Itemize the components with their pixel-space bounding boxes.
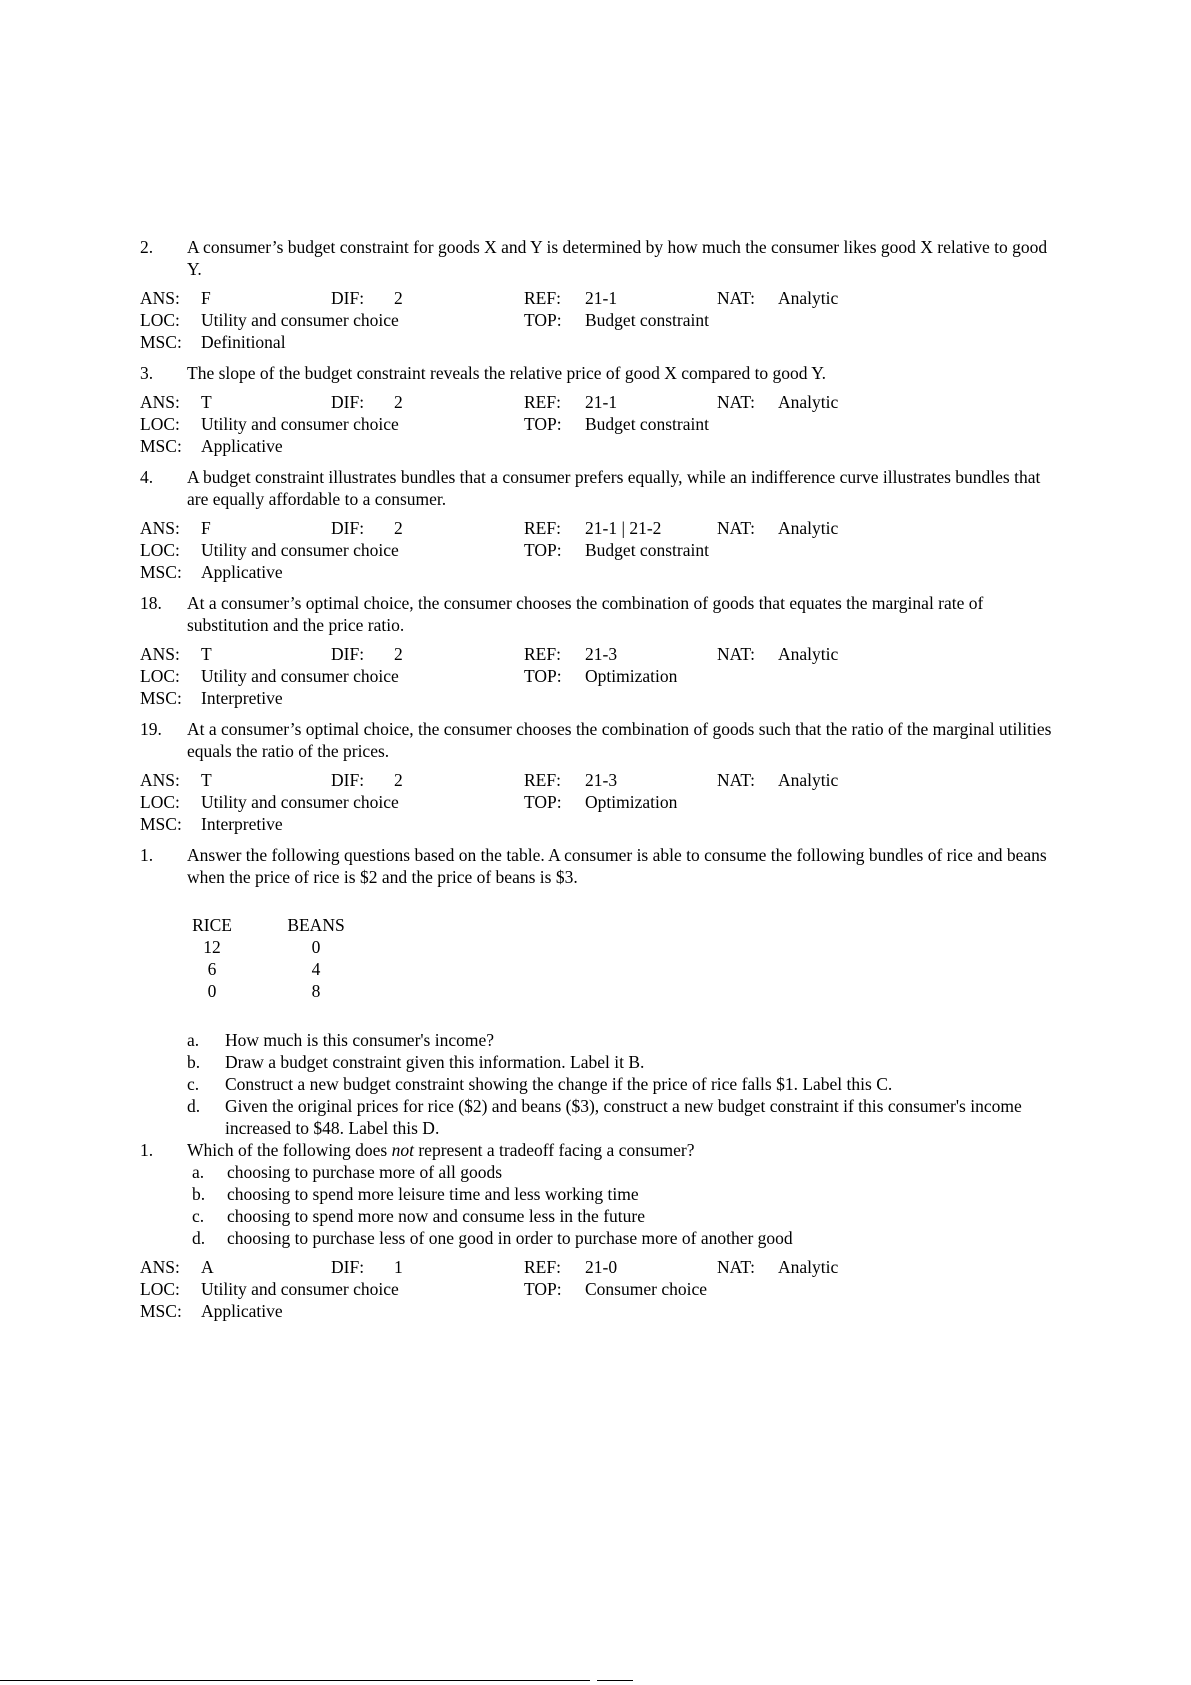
loc-label: LOC:: [140, 310, 180, 330]
problem: [140, 844, 1060, 888]
msc-label: MSC:: [140, 436, 182, 456]
answer-value: F: [201, 288, 211, 308]
list-item: [192, 1205, 1060, 1227]
answer-value: T: [201, 644, 212, 664]
dif-value: 2: [394, 770, 403, 790]
nat-label: NAT:: [717, 288, 756, 308]
question-number: 19.: [140, 719, 162, 739]
dif-value: 2: [394, 518, 403, 538]
part-text: Construct a new budget constraint showing the change if the price of rice falls $1. Label this C.: [225, 1074, 893, 1094]
loc-label: LOC:: [140, 414, 180, 434]
dif-label: DIF:: [331, 288, 365, 308]
question-number: 2.: [140, 237, 154, 257]
msc-label: MSC:: [140, 562, 182, 582]
ans-label: ANS:: [140, 288, 180, 308]
loc-value: Utility and consumer choice: [201, 792, 399, 812]
loc-meta-row: [140, 1278, 1060, 1300]
top-value: Budget constraint: [585, 414, 709, 434]
question: [140, 236, 1060, 280]
question-text: The slope of the budget constraint reveals the relative price of good X compared to good Y.: [187, 363, 827, 383]
ref-value: 21-3: [585, 644, 618, 664]
table-cell: 0: [207, 981, 217, 1001]
list-item: [192, 1183, 1060, 1205]
dif-value: 1: [394, 1257, 403, 1277]
answer-meta-row: [140, 643, 1060, 665]
choice-letter: a.: [192, 1162, 205, 1182]
msc-label: MSC:: [140, 1301, 182, 1321]
loc-label: LOC:: [140, 1279, 180, 1299]
top-value: Budget constraint: [585, 540, 709, 560]
dif-value: 2: [394, 392, 403, 412]
choice-text: choosing to spend more now and consume less in the future: [227, 1206, 645, 1226]
dif-label: DIF:: [331, 644, 365, 664]
answer-meta-row: [140, 287, 1060, 309]
choice-letter: c.: [192, 1206, 205, 1226]
footer-divider: [597, 1680, 633, 1681]
question-text: Answer the following questions based on the table. A consumer is able to consume the following bundles of rice and beans when the price of rice is $2 and the price of beans is $3.: [187, 845, 1047, 887]
msc-meta-row: [140, 331, 1060, 353]
list-item: [187, 1051, 1060, 1073]
column-header: RICE: [192, 915, 232, 935]
table-cell: 6: [207, 959, 217, 979]
nat-label: NAT:: [717, 1257, 756, 1277]
msc-meta-row: [140, 561, 1060, 583]
part-letter: c.: [187, 1074, 200, 1094]
dif-label: DIF:: [331, 770, 365, 790]
choice-text: choosing to purchase more of all goods: [227, 1162, 503, 1182]
answer-meta-row: [140, 769, 1060, 791]
table-cell: 12: [203, 937, 221, 957]
dif-label: DIF:: [331, 392, 365, 412]
table-row: [176, 980, 384, 1002]
nat-value: Analytic: [778, 770, 839, 790]
table-row: [176, 958, 384, 980]
nat-value: Analytic: [778, 288, 839, 308]
ans-label: ANS:: [140, 644, 180, 664]
rice-beans-table: [176, 914, 384, 1002]
table-cell: 8: [311, 981, 321, 1001]
msc-meta-row: [140, 687, 1060, 709]
nat-value: Analytic: [778, 1257, 839, 1277]
loc-meta-row: [140, 309, 1060, 331]
question-number: 1.: [140, 1140, 154, 1160]
top-value: Optimization: [585, 666, 678, 686]
part-letter: d.: [187, 1096, 201, 1116]
top-value: Optimization: [585, 792, 678, 812]
top-value: Budget constraint: [585, 310, 709, 330]
question-list: [140, 236, 1060, 1322]
ref-value: 21-1: [585, 392, 618, 412]
top-label: TOP:: [524, 666, 562, 686]
ref-label: REF:: [524, 392, 561, 412]
choice-text: choosing to spend more leisure time and less working time: [227, 1184, 639, 1204]
loc-label: LOC:: [140, 792, 180, 812]
choice-text: choosing to purchase less of one good in order to purchase more of another good: [227, 1228, 793, 1248]
list-item: [192, 1227, 1060, 1249]
msc-meta-row: [140, 435, 1060, 457]
top-label: TOP:: [524, 414, 562, 434]
part-text: Draw a budget constraint given this information. Label it B.: [225, 1052, 645, 1072]
loc-value: Utility and consumer choice: [201, 1279, 399, 1299]
list-item: [187, 1029, 1060, 1051]
list-item: [192, 1161, 1060, 1183]
top-label: TOP:: [524, 540, 562, 560]
ref-value: 21-1 | 21-2: [585, 518, 662, 538]
ref-value: 21-0: [585, 1257, 618, 1277]
table-cell: 4: [311, 959, 321, 979]
answer-choices: [192, 1161, 1060, 1249]
nat-label: NAT:: [717, 644, 756, 664]
ref-value: 21-3: [585, 770, 618, 790]
loc-meta-row: [140, 665, 1060, 687]
answer-meta-row: [140, 391, 1060, 413]
emphasis-text: not: [391, 1140, 414, 1160]
column-header: BEANS: [287, 915, 345, 935]
nat-value: Analytic: [778, 644, 839, 664]
msc-meta-row: [140, 1300, 1060, 1322]
footer-divider: [0, 1680, 590, 1681]
msc-label: MSC:: [140, 688, 182, 708]
table-cell: 0: [311, 937, 321, 957]
question-text: A consumer’s budget constraint for goods X and Y is determined by how much the consumer likes good X relative to good Y.: [187, 237, 1048, 279]
top-label: TOP:: [524, 792, 562, 812]
loc-meta-row: [140, 791, 1060, 813]
top-label: TOP:: [524, 1279, 562, 1299]
ref-label: REF:: [524, 644, 561, 664]
nat-value: Analytic: [778, 518, 839, 538]
dif-value: 2: [394, 644, 403, 664]
ans-label: ANS:: [140, 392, 180, 412]
loc-meta-row: [140, 413, 1060, 435]
loc-label: LOC:: [140, 666, 180, 686]
msc-value: Applicative: [201, 1301, 283, 1321]
msc-value: Applicative: [201, 562, 283, 582]
question: [140, 362, 1060, 384]
nat-label: NAT:: [717, 770, 756, 790]
ref-value: 21-1: [585, 288, 618, 308]
msc-label: MSC:: [140, 814, 182, 834]
loc-value: Utility and consumer choice: [201, 414, 399, 434]
dif-label: DIF:: [331, 518, 365, 538]
question-text: A budget constraint illustrates bundles that a consumer prefers equally, while an indifference curve illustrates bundles that are equally affordable to a consumer.: [187, 467, 1041, 509]
question-number: 3.: [140, 363, 154, 383]
msc-meta-row: [140, 813, 1060, 835]
choice-letter: b.: [192, 1184, 206, 1204]
ref-label: REF:: [524, 288, 561, 308]
part-text: How much is this consumer's income?: [225, 1030, 495, 1050]
answer-value: A: [201, 1257, 214, 1277]
msc-value: Interpretive: [201, 688, 283, 708]
dif-label: DIF:: [331, 1257, 365, 1277]
table-header-row: [176, 914, 384, 936]
answer-value: F: [201, 518, 211, 538]
list-item: [187, 1073, 1060, 1095]
loc-value: Utility and consumer choice: [201, 310, 399, 330]
list-item: [187, 1095, 1060, 1139]
table-row: [176, 936, 384, 958]
top-label: TOP:: [524, 310, 562, 330]
question: [140, 466, 1060, 510]
question-number: 18.: [140, 593, 162, 613]
ref-label: REF:: [524, 1257, 561, 1277]
msc-value: Definitional: [201, 332, 286, 352]
top-value: Consumer choice: [585, 1279, 707, 1299]
question-text-part: Which of the following does: [187, 1140, 392, 1160]
ans-label: ANS:: [140, 1257, 180, 1277]
problem-parts: [187, 1029, 1060, 1139]
question: [140, 592, 1060, 636]
question-number: 4.: [140, 467, 154, 487]
answer-value: T: [201, 392, 212, 412]
nat-label: NAT:: [717, 392, 756, 412]
answer-meta-row: [140, 517, 1060, 539]
question-text-part: represent a tradeoff facing a consumer?: [413, 1140, 695, 1160]
msc-label: MSC:: [140, 332, 182, 352]
loc-value: Utility and consumer choice: [201, 540, 399, 560]
question-text: At a consumer’s optimal choice, the consumer chooses the combination of goods such that the ratio of the marginal utilities equals the ratio of the prices.: [187, 719, 1052, 761]
question-text: [187, 1140, 695, 1160]
ans-label: ANS:: [140, 518, 180, 538]
multiple-choice-question: [140, 1139, 1060, 1161]
loc-meta-row: [140, 539, 1060, 561]
ref-label: REF:: [524, 518, 561, 538]
msc-value: Interpretive: [201, 814, 283, 834]
ref-label: REF:: [524, 770, 561, 790]
part-letter: a.: [187, 1030, 200, 1050]
choice-letter: d.: [192, 1228, 206, 1248]
part-text: Given the original prices for rice ($2) and beans ($3), construct a new budget constraint if this consumer's income increased to $48. Label this D.: [225, 1096, 1022, 1138]
msc-value: Applicative: [201, 436, 283, 456]
loc-label: LOC:: [140, 540, 180, 560]
question-number: 1.: [140, 845, 154, 865]
question-text: At a consumer’s optimal choice, the consumer chooses the combination of goods that equates the marginal rate of substitution and the price ratio.: [187, 593, 984, 635]
answer-meta-row: [140, 1256, 1060, 1278]
dif-value: 2: [394, 288, 403, 308]
ans-label: ANS:: [140, 770, 180, 790]
loc-value: Utility and consumer choice: [201, 666, 399, 686]
question: [140, 718, 1060, 762]
part-letter: b.: [187, 1052, 201, 1072]
answer-value: T: [201, 770, 212, 790]
nat-value: Analytic: [778, 392, 839, 412]
nat-label: NAT:: [717, 518, 756, 538]
